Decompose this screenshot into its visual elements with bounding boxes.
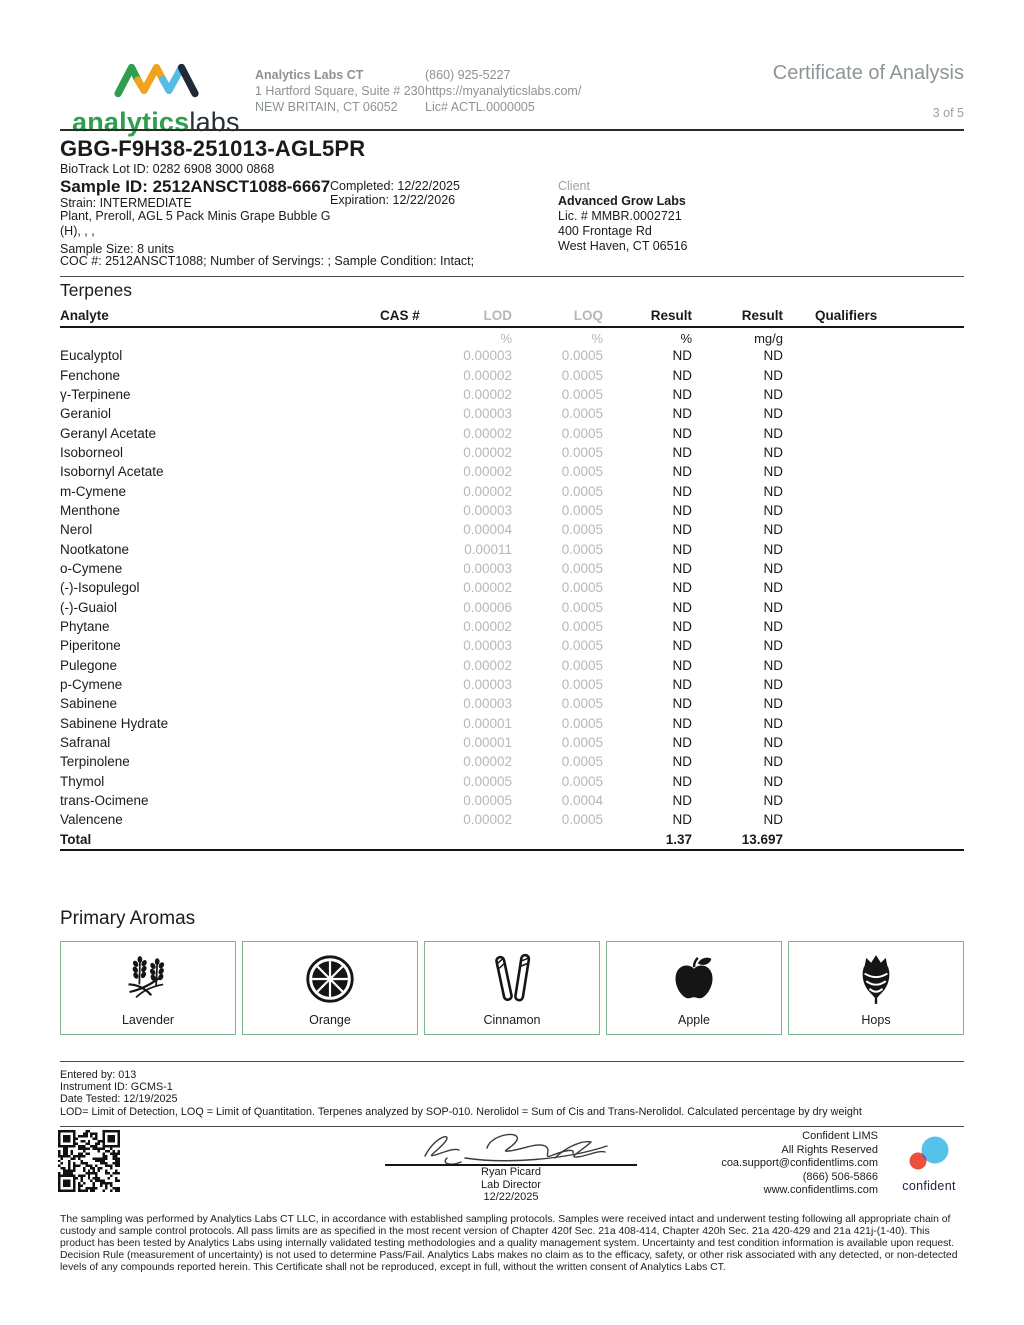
total-label: Total: [60, 831, 92, 847]
footer-divider-2: [60, 1126, 964, 1127]
loq-value: 0.0005: [561, 754, 603, 770]
result-pct-value: ND: [672, 464, 692, 480]
terpene-table-body: [60, 346, 964, 830]
result-mg-value: ND: [763, 348, 783, 364]
terpene-row: [60, 385, 964, 404]
lod-value: 0.00002: [463, 754, 512, 770]
col-lod: LOD: [483, 308, 512, 323]
lod-value: 0.00003: [463, 502, 512, 518]
lod-value: 0.00005: [463, 773, 512, 789]
terpene-row: [60, 423, 964, 442]
loq-value: 0.0005: [561, 483, 603, 499]
terpene-row: [60, 752, 964, 771]
completed-date: Completed: 12/22/2025: [330, 179, 460, 193]
terpene-row: [60, 636, 964, 655]
lod-value: 0.00002: [463, 425, 512, 441]
lod-value: 0.00002: [463, 464, 512, 480]
result-mg-value: ND: [763, 696, 783, 712]
orange-icon: [304, 953, 356, 1005]
product-description: Plant, Preroll, AGL 5 Pack Minis Grape Bubble G (H), , ,: [60, 209, 331, 238]
result-pct-value: ND: [672, 638, 692, 654]
result-pct-value: ND: [672, 522, 692, 538]
terpene-row: [60, 733, 964, 752]
terpene-row: [60, 694, 964, 713]
unit-result-mg: mg/g: [754, 330, 783, 346]
aroma-label: Apple: [678, 1013, 710, 1027]
result-mg-value: ND: [763, 793, 783, 809]
analytics-labs-logo: [103, 54, 208, 111]
loq-value: 0.0005: [561, 541, 603, 557]
analyte-name: Piperitone: [60, 638, 121, 654]
result-mg-value: ND: [763, 812, 783, 828]
aroma-box: [606, 941, 782, 1035]
lab-info-block: [255, 67, 425, 115]
date-tested: Date Tested: 12/19/2025: [60, 1093, 178, 1106]
entered-by: Entered by: 013: [60, 1069, 137, 1081]
signature-icon: [395, 1128, 635, 1166]
analyte-name: o-Cymene: [60, 560, 123, 576]
brand-analytics: analytics: [72, 107, 190, 137]
analyte-name: Menthone: [60, 502, 121, 518]
result-mg-value: ND: [763, 560, 783, 576]
terpene-row: [60, 501, 964, 520]
result-mg-value: ND: [763, 715, 783, 731]
terpene-row: [60, 772, 964, 791]
strain: Strain: INTERMEDIATE: [60, 196, 192, 210]
loq-value: 0.0005: [561, 812, 603, 828]
lims-block: [721, 1130, 878, 1198]
cinnamon-icon: [486, 953, 538, 1005]
lod-value: 0.00003: [463, 677, 512, 693]
lod-value: 0.00001: [463, 735, 512, 751]
result-mg-value: ND: [763, 754, 783, 770]
total-result-mg: 13.697: [741, 831, 783, 847]
client-address2: West Haven, CT 06516: [558, 239, 688, 253]
loq-value: 0.0005: [561, 425, 603, 441]
terpene-row: [60, 559, 964, 578]
lavender-icon: [122, 953, 174, 1005]
lab-license: Lic# ACTL.0000005: [425, 100, 535, 114]
lod-value: 0.00003: [463, 406, 512, 422]
confident-logo: [900, 1136, 958, 1193]
analyte-name: p-Cymene: [60, 677, 123, 693]
result-pct-value: ND: [672, 715, 692, 731]
loq-value: 0.0005: [561, 599, 603, 615]
lod-value: 0.00005: [463, 793, 512, 809]
analyte-name: trans-Ocimene: [60, 793, 149, 809]
terpene-row: [60, 443, 964, 462]
analyte-name: γ-Terpinene: [60, 386, 131, 402]
aroma-label: Cinnamon: [483, 1013, 541, 1027]
result-mg-value: ND: [763, 638, 783, 654]
loq-value: 0.0005: [561, 715, 603, 731]
result-pct-value: ND: [672, 793, 692, 809]
lod-value: 0.00002: [463, 386, 512, 402]
aroma-box: [788, 941, 964, 1035]
result-pct-value: ND: [672, 677, 692, 693]
lod-value: 0.00006: [463, 599, 512, 615]
loq-value: 0.0005: [561, 735, 603, 751]
terpene-row: [60, 617, 964, 636]
loq-value: 0.0005: [561, 618, 603, 634]
lod-value: 0.00002: [463, 812, 512, 828]
lod-value: 0.00001: [463, 715, 512, 731]
lod-value: 0.00003: [463, 638, 512, 654]
loq-value: 0.0005: [561, 773, 603, 789]
analyte-name: (-)-Guaiol: [60, 599, 118, 615]
result-mg-value: ND: [763, 425, 783, 441]
analyte-name: m-Cymene: [60, 483, 127, 499]
analyte-name: Thymol: [60, 773, 105, 789]
terpene-row: [60, 656, 964, 675]
header-divider: [60, 129, 964, 131]
result-pct-value: ND: [672, 386, 692, 402]
result-pct-value: ND: [672, 580, 692, 596]
analyte-name: Phytane: [60, 618, 110, 634]
aroma-box: [424, 941, 600, 1035]
hops-icon: [850, 953, 902, 1005]
aroma-label: Hops: [861, 1013, 891, 1027]
lod-note: LOD= Limit of Detection, LOQ = Limit of Quantitation. Terpenes analyzed by SOP-010. Nerolidol = Sum of Cis and Trans-Nerolidol. Calculated percentage by dry weight: [60, 1105, 862, 1118]
loq-value: 0.0005: [561, 696, 603, 712]
terpene-row: [60, 462, 964, 481]
analyte-name: Nerol: [60, 522, 93, 538]
terpene-row: [60, 481, 964, 500]
result-pct-value: ND: [672, 754, 692, 770]
terpene-row: [60, 791, 964, 810]
col-qualifiers: Qualifiers: [815, 308, 878, 323]
analyte-name: Pulegone: [60, 657, 118, 673]
total-result-pct: 1.37: [665, 831, 692, 847]
unit-loq: %: [591, 330, 603, 346]
aroma-label: Lavender: [121, 1013, 175, 1027]
analyte-name: Geraniol: [60, 406, 112, 422]
result-mg-value: ND: [763, 580, 783, 596]
result-mg-value: ND: [763, 541, 783, 557]
client-block: [558, 179, 687, 254]
client-license: Lic. # MMBR.0002721: [558, 209, 682, 223]
result-pct-value: ND: [672, 560, 692, 576]
analyte-name: Nootkatone: [60, 541, 130, 557]
terpene-row: [60, 404, 964, 423]
terpene-row: [60, 675, 964, 694]
lod-value: 0.00002: [463, 657, 512, 673]
aromas-row: [60, 941, 964, 1035]
result-mg-value: ND: [763, 657, 783, 673]
sample-id: Sample ID: 2512ANSCT1088-6667: [60, 177, 331, 196]
terpene-row: [60, 539, 964, 558]
lod-value: 0.00002: [463, 580, 512, 596]
terpene-row: [60, 365, 964, 384]
lab-address-line2: NEW BRITAIN, CT 06052: [255, 100, 398, 114]
client-label: Client: [558, 179, 590, 193]
lims-line2: All Rights Reserved: [781, 1143, 878, 1156]
loq-value: 0.0005: [561, 560, 603, 576]
result-mg-value: ND: [763, 522, 783, 538]
loq-value: 0.0005: [561, 522, 603, 538]
lod-value: 0.00011: [464, 541, 512, 557]
lab-website: https://myanalyticslabs.com/: [425, 84, 582, 98]
analyte-name: Isoborneol: [60, 444, 124, 460]
terpene-row: [60, 346, 964, 365]
lims-website: www.confidentlims.com: [763, 1184, 878, 1196]
lod-value: 0.00004: [463, 522, 512, 538]
terpene-row: [60, 597, 964, 616]
lab-contact-block: [425, 67, 581, 115]
lod-value: 0.00003: [463, 560, 512, 576]
lod-value: 0.00003: [463, 696, 512, 712]
lab-name: Analytics Labs CT: [255, 68, 364, 82]
qr-code-icon: [58, 1130, 120, 1192]
result-mg-value: ND: [763, 406, 783, 422]
result-mg-value: ND: [763, 599, 783, 615]
col-analyte: Analyte: [60, 308, 109, 323]
terpene-table-header: [60, 305, 964, 328]
result-pct-value: ND: [672, 696, 692, 712]
apple-icon: [668, 953, 720, 1005]
loq-value: 0.0005: [561, 367, 603, 383]
aroma-box: [60, 941, 236, 1035]
lims-phone: (866) 506-5866: [802, 1170, 878, 1183]
analyte-name: Terpinolene: [60, 754, 130, 770]
lod-value: 0.00003: [463, 348, 512, 364]
terpene-table: [60, 305, 964, 851]
lod-value: 0.00002: [463, 483, 512, 499]
analyte-name: Sabinene: [60, 696, 118, 712]
result-pct-value: ND: [672, 483, 692, 499]
footer-notes: [60, 1069, 964, 1118]
result-pct-value: ND: [672, 599, 692, 615]
col-result-pct: Result: [650, 308, 692, 323]
loq-value: 0.0005: [561, 444, 603, 460]
signed-date: 12/22/2025: [483, 1191, 539, 1203]
result-pct-value: ND: [672, 367, 692, 383]
result-pct-value: ND: [672, 735, 692, 751]
unit-lod: %: [500, 330, 512, 346]
biotrack-lot-id: BioTrack Lot ID: 0282 6908 3000 0868: [60, 162, 275, 176]
terpene-row: [60, 578, 964, 597]
lab-phone: (860) 925-5227: [425, 68, 511, 82]
result-mg-value: ND: [763, 444, 783, 460]
result-pct-value: ND: [672, 425, 692, 441]
terpene-row: [60, 520, 964, 539]
logo-zigzag-icon: [103, 54, 208, 106]
expiration-date: Expiration: 12/22/2026: [330, 193, 456, 207]
signer-block: [385, 1166, 637, 1204]
result-mg-value: ND: [763, 464, 783, 480]
terpenes-section-title: Terpenes: [60, 280, 132, 300]
coc-line: COC #: 2512ANSCT1088; Number of Servings: ; Sample Condition: Intact;: [60, 254, 475, 268]
document-title: Certificate of Analysis: [772, 62, 964, 84]
loq-value: 0.0005: [561, 638, 603, 654]
analyte-name: Valencene: [60, 812, 123, 828]
loq-value: 0.0005: [561, 502, 603, 518]
analyte-name: (-)-Isopulegol: [60, 580, 140, 596]
brand-labs: labs: [189, 107, 240, 137]
aromas-section-title: Primary Aromas: [60, 908, 196, 929]
result-mg-value: ND: [763, 735, 783, 751]
section-divider: [60, 276, 964, 277]
result-pct-value: ND: [672, 657, 692, 673]
signer-title: Lab Director: [481, 1178, 541, 1191]
loq-value: 0.0005: [561, 386, 603, 402]
analyte-name: Isobornyl Acetate: [60, 464, 164, 480]
client-name: Advanced Grow Labs: [558, 194, 686, 208]
instrument-id: Instrument ID: GCMS-1: [60, 1081, 173, 1094]
lab-address-line1: 1 Hartford Square, Suite # 230: [255, 84, 425, 98]
result-mg-value: ND: [763, 367, 783, 383]
loq-value: 0.0005: [561, 464, 603, 480]
confident-wordmark: confident: [902, 1179, 956, 1193]
lims-email: coa.support@confidentlims.com: [721, 1157, 878, 1169]
result-pct-value: ND: [672, 812, 692, 828]
loq-value: 0.0005: [561, 657, 603, 673]
result-mg-value: ND: [763, 773, 783, 789]
col-result-mg: Result: [741, 308, 783, 323]
terpene-total-row: [60, 830, 964, 851]
disclaimer: The sampling was performed by Analytics Labs CT LLC, in accordance with established sampling protocols. Samples were received intact and underwent testing following all appropriate chain of custody and sample control protocols. All pass limits are as specified in the most recent version of Chapter 420f Sec. 21a 408-414, Chapter 420h Sec. 21a 420-429 and 21a 421j-(1-40). This product has been tested by Analytics Labs using internally validated testing methodologies and a quality management system. Uncertainty and test condition information is available upon request. Decision Rule (measurement of uncertainty) is not used to determine Pass/Fail. Analytics Labs makes no claim as to the efficacy, safety, or other risk associated with any detected, or non-detected levels of any compounds reported herein. This Certificate shall not be reproduced, except in full, without the written consent of Analytics Labs CT.: [60, 1214, 958, 1274]
loq-value: 0.0005: [561, 580, 603, 596]
aroma-label: Orange: [309, 1013, 351, 1027]
footer-divider-1: [60, 1061, 964, 1062]
result-pct-value: ND: [672, 348, 692, 364]
result-mg-value: ND: [763, 618, 783, 634]
signer-name: Ryan Picard: [481, 1166, 541, 1178]
analyte-name: Geranyl Acetate: [60, 425, 157, 441]
lod-value: 0.00002: [463, 367, 512, 383]
result-pct-value: ND: [672, 773, 692, 789]
loq-value: 0.0004: [561, 793, 603, 809]
analyte-name: Sabinene Hydrate: [60, 715, 169, 731]
result-mg-value: ND: [763, 483, 783, 499]
analyte-name: Eucalyptol: [60, 348, 123, 364]
result-mg-value: ND: [763, 502, 783, 518]
unit-result-pct: %: [680, 330, 692, 346]
logo-wordmark: [72, 107, 240, 138]
loq-value: 0.0005: [561, 406, 603, 422]
result-pct-value: ND: [672, 444, 692, 460]
loq-value: 0.0005: [561, 348, 603, 364]
aroma-box: [242, 941, 418, 1035]
terpene-row: [60, 714, 964, 733]
terpene-table-units: [60, 328, 964, 346]
result-pct-value: ND: [672, 618, 692, 634]
sample-size: Sample Size: 8 units: [60, 242, 174, 256]
result-mg-value: ND: [763, 677, 783, 693]
col-loq: LOQ: [573, 308, 603, 323]
client-address1: 400 Frontage Rd: [558, 224, 652, 238]
lims-line1: Confident LIMS: [802, 1130, 878, 1142]
col-cas: CAS #: [380, 308, 420, 323]
analyte-name: Fenchone: [60, 367, 121, 383]
lod-value: 0.00002: [463, 618, 512, 634]
page-indicator: 3 of 5: [932, 106, 964, 120]
result-pct-value: ND: [672, 541, 692, 557]
sample-title: GBG-F9H38-251013-AGL5PR: [60, 136, 366, 161]
analyte-name: Safranal: [60, 735, 111, 751]
result-pct-value: ND: [672, 406, 692, 422]
confident-circles-icon: [904, 1136, 954, 1174]
result-pct-value: ND: [672, 502, 692, 518]
lod-value: 0.00002: [463, 444, 512, 460]
terpene-row: [60, 810, 964, 829]
result-mg-value: ND: [763, 386, 783, 402]
loq-value: 0.0005: [561, 677, 603, 693]
